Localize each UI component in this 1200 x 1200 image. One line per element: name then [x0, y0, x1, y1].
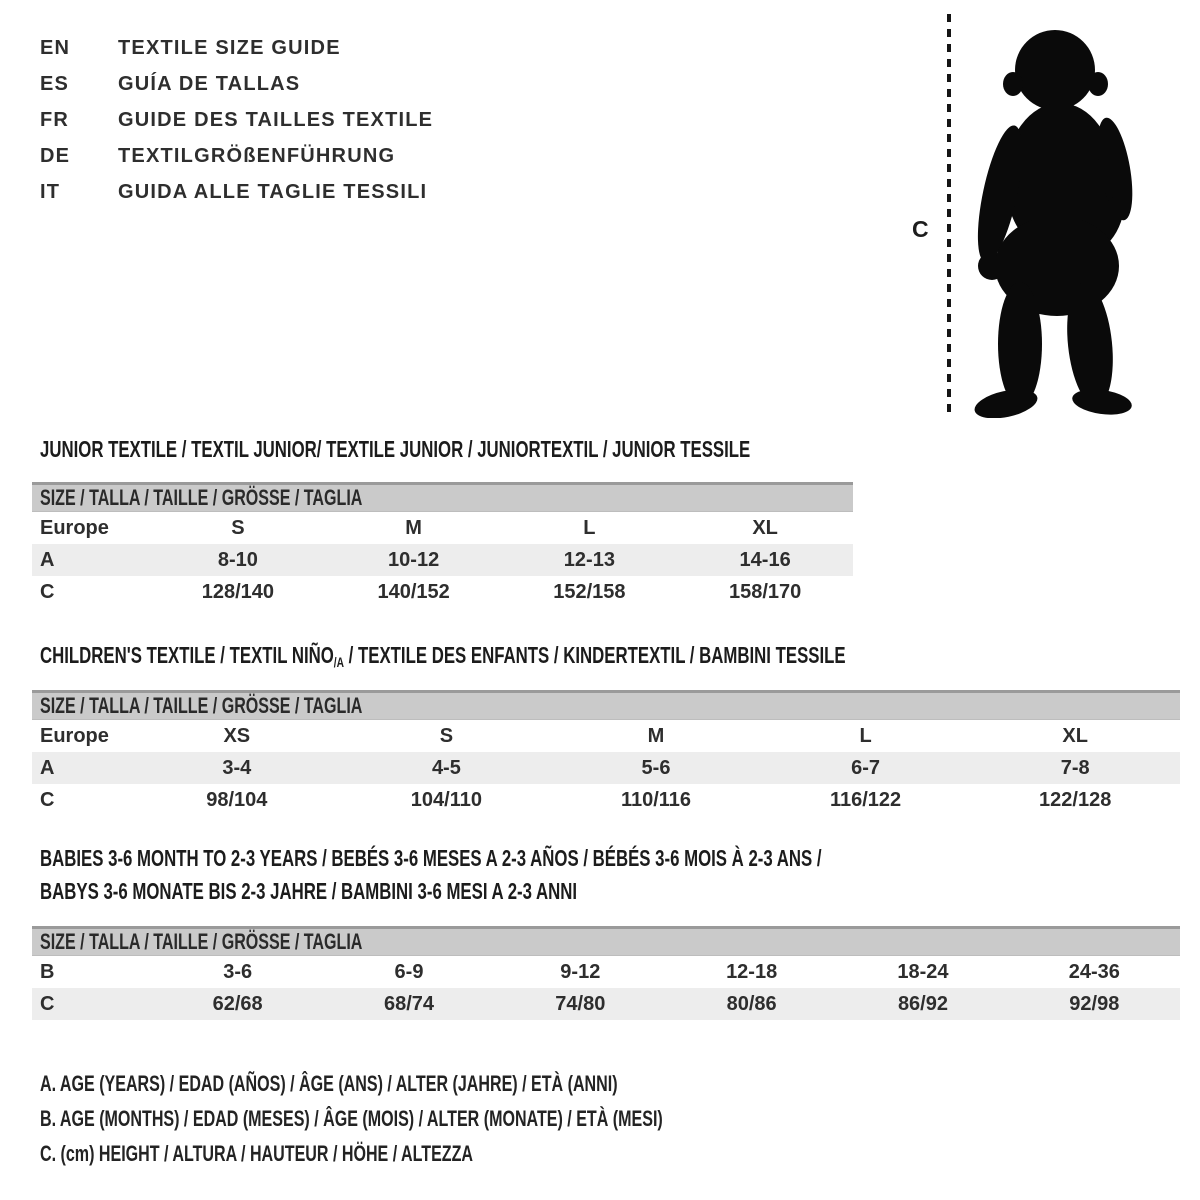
height-cell: 128/140 — [201, 580, 275, 603]
language-code: ES — [40, 72, 70, 95]
table-row-europe — [32, 512, 853, 544]
size-header-text: SIZE / TALLA / TAILLE / GRÖSSE / TAGLIA — [40, 485, 363, 510]
size-header-text: SIZE / TALLA / TAILLE / GRÖSSE / TAGLIA — [40, 693, 363, 718]
height-cell: 98/104 — [206, 788, 268, 811]
table-row-age — [32, 752, 1180, 784]
language-row-fr — [40, 102, 433, 138]
section-title-junior — [40, 436, 1013, 462]
section-title-babies-line2 — [40, 878, 776, 904]
age-cell: 10-12 — [388, 548, 440, 571]
height-cell: 74/80 — [555, 992, 606, 1015]
table-row-height — [32, 988, 1180, 1020]
size-header-text: SIZE / TALLA / TAILLE / GRÖSSE / TAGLIA — [40, 929, 363, 954]
language-row-es — [40, 66, 433, 102]
size-header-bar — [32, 690, 1180, 720]
table-row-height — [32, 784, 1180, 816]
age-cell: 12-13 — [563, 548, 615, 571]
age-cell: 8-10 — [217, 548, 258, 571]
title-part: / TEXTILE DES ENFANTS / KINDERTEXTIL / BAMBINI TESSILE — [344, 642, 846, 668]
legend — [40, 1066, 893, 1171]
age-cell: 6-7 — [851, 756, 881, 779]
height-cell: 140/152 — [377, 580, 450, 603]
row-label: C — [40, 788, 55, 811]
size-cell: L — [859, 724, 872, 747]
size-cell: XS — [223, 724, 251, 747]
row-label: Europe — [40, 516, 109, 539]
language-code: EN — [40, 36, 71, 59]
height-cell: 152/158 — [553, 580, 626, 603]
size-header-bar — [32, 482, 853, 512]
table-row-age-months — [32, 956, 1180, 988]
age-cell: 7-8 — [1060, 756, 1090, 779]
age-cell: 9-12 — [560, 960, 601, 983]
row-label: C — [40, 580, 55, 603]
junior-size-table — [32, 482, 853, 608]
age-cell: 24-36 — [1068, 960, 1120, 983]
age-cell: 3-6 — [223, 960, 253, 983]
language-code: FR — [40, 108, 70, 131]
language-row-en — [40, 30, 433, 66]
row-label: B — [40, 960, 55, 983]
height-cell: 68/74 — [383, 992, 435, 1015]
legend-line-c — [40, 1136, 893, 1171]
age-cell: 14-16 — [739, 548, 791, 571]
table-row-europe — [32, 720, 1180, 752]
section-title-babies-line1 — [40, 845, 1111, 871]
legend-line-b — [40, 1101, 893, 1136]
size-cell: S — [439, 724, 454, 747]
height-cell: 116/122 — [829, 788, 902, 811]
table-row-height — [32, 576, 853, 608]
section-title-text: JUNIOR TEXTILE / TEXTIL JUNIOR/ TEXTILE JUNIOR / JUNIORTEXTIL / JUNIOR TESSILE — [40, 435, 751, 462]
age-cell: 12-18 — [726, 960, 778, 983]
height-cell: 110/116 — [620, 788, 692, 811]
language-title: GUÍA DE TALLAS — [118, 72, 301, 95]
row-label: A — [40, 756, 55, 779]
language-title: TEXTILE SIZE GUIDE — [118, 36, 341, 59]
height-marker-label: C — [912, 215, 929, 242]
height-cell: 80/86 — [726, 992, 777, 1015]
legend-text: B. AGE (MONTHS) / EDAD (MESES) / ÂGE (MOIS) / ALTER (MONATE) / ETÀ (MESI) — [40, 1105, 663, 1131]
age-cell: 5-6 — [641, 756, 671, 779]
language-row-de — [40, 138, 433, 174]
size-cell: L — [583, 516, 596, 539]
age-cell: 4-5 — [431, 756, 461, 779]
language-row-it — [40, 174, 433, 210]
language-list — [40, 30, 433, 210]
table-row-age — [32, 544, 853, 576]
row-label: C — [40, 992, 55, 1015]
size-cell: M — [405, 516, 422, 539]
language-code: DE — [40, 144, 71, 167]
height-cell: 92/98 — [1069, 992, 1120, 1015]
height-dashed-line — [947, 14, 951, 416]
size-cell: S — [231, 516, 245, 539]
row-label: Europe — [40, 724, 109, 747]
size-cell: M — [647, 724, 665, 747]
section-title-text: BABIES 3-6 MONTH TO 2-3 YEARS / BEBÉS 3-6 MESES A 2-3 AÑOS / BÉBÉS 3-6 MOIS À 2-3 ANS / — [40, 844, 822, 871]
section-title-text — [40, 642, 846, 670]
height-cell: 86/92 — [897, 992, 948, 1015]
height-cell: 62/68 — [212, 992, 263, 1015]
babies-size-table — [32, 926, 1180, 1020]
size-header-bar — [32, 926, 1180, 956]
height-cell: 158/170 — [728, 580, 802, 603]
size-cell: XL — [752, 516, 778, 539]
row-label: A — [40, 548, 55, 571]
language-title: GUIDE DES TAILLES TEXTILE — [118, 108, 434, 131]
language-title: GUIDA ALLE TAGLIE TESSILI — [118, 180, 428, 203]
height-cell: 122/128 — [1039, 788, 1112, 811]
language-title: TEXTILGRÖßENFÜHRUNG — [118, 144, 396, 167]
size-cell: XL — [1062, 724, 1088, 747]
title-subscript: /A — [333, 654, 345, 670]
children-size-table — [32, 690, 1180, 816]
section-title-children — [40, 643, 1144, 669]
toddler-silhouette-image — [962, 14, 1138, 418]
age-cell: 3-4 — [222, 756, 252, 779]
section-title-text: BABYS 3-6 MONATE BIS 2-3 JAHRE / BAMBINI 3-6 MESI A 2-3 ANNI — [40, 877, 578, 904]
age-cell: 6-9 — [394, 960, 424, 983]
legend-text: C. (cm) HEIGHT / ALTURA / HAUTEUR / HÖHE / ALTEZZA — [40, 1140, 474, 1166]
title-part: CHILDREN'S TEXTILE / TEXTIL NIÑO — [40, 642, 334, 668]
height-cell: 104/110 — [410, 788, 482, 811]
language-code: IT — [40, 180, 61, 203]
age-cell: 18-24 — [897, 960, 949, 983]
legend-text: A. AGE (YEARS) / EDAD (AÑOS) / ÂGE (ANS) / ALTER (JAHRE) / ETÀ (ANNI) — [40, 1070, 618, 1096]
legend-line-a — [40, 1066, 893, 1101]
